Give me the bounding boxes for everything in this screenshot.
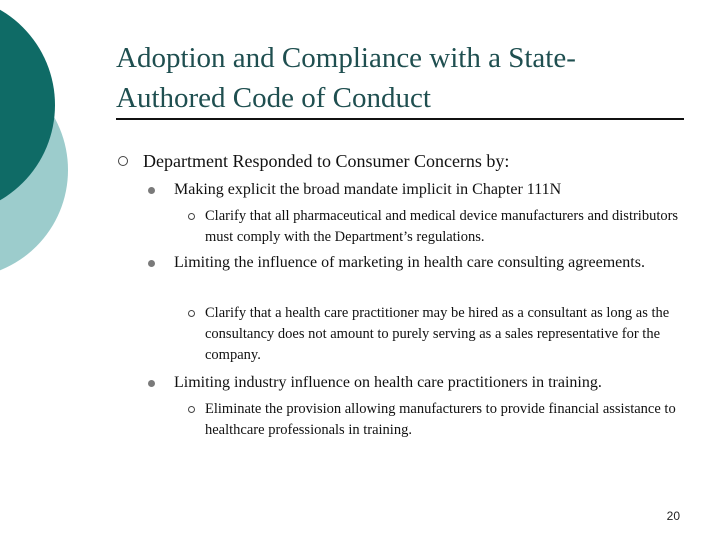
bullet-level2-icon [148, 260, 155, 267]
bullet-level1-icon [118, 156, 128, 166]
list-item-1-subtext: Clarify that all pharmaceutical and medical device manufacturers and distributors must comply with the Department’s regulations. [205, 208, 679, 245]
main-bullet-text: Department Responded to Consumer Concerns by: [143, 151, 510, 171]
list-item-2-subtext: Clarify that a health care practitioner may be hired as a consultant as long as the consultancy does not amount to purely serving as a sales representative for the company. [205, 305, 670, 363]
bullet-level3-icon [188, 310, 195, 317]
bullet-level2-icon [148, 187, 155, 194]
bullet-level3-icon [188, 406, 195, 413]
title-divider [116, 118, 684, 120]
list-item-1-text: Making explicit the broad mandate implicit in Chapter 111N [174, 181, 562, 198]
list-item-2-text: Limiting the influence of marketing in health care consulting agreements. [174, 254, 645, 271]
decorative-circles [0, 0, 110, 300]
list-item-3-subtext: Eliminate the provision allowing manufacturers to provide financial assistance to healthcare professionals in training. [205, 401, 676, 438]
list-item-3-text: Limiting industry influence on health care practitioners in training. [174, 374, 602, 391]
slide-title: Adoption and Compliance with a State-Authored Code of Conduct [116, 42, 576, 114]
bullet-level2-icon [148, 380, 155, 387]
bullet-level3-icon [188, 213, 195, 220]
page-number: 20 [666, 509, 680, 523]
